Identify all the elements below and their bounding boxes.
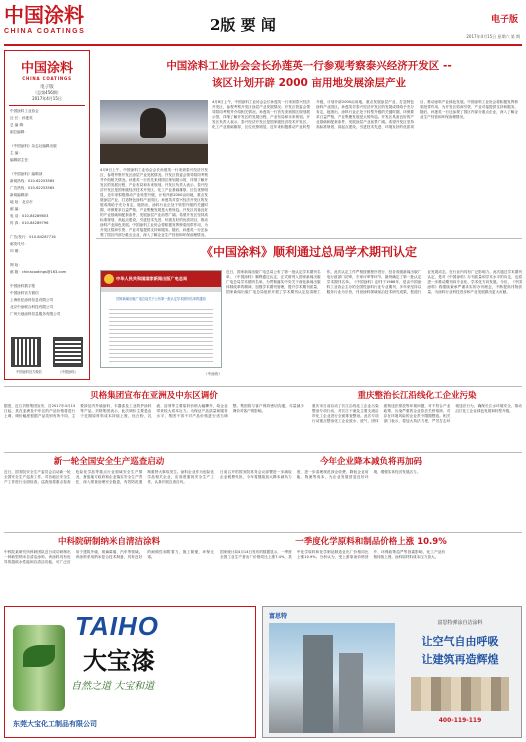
fusite-line1: 让空气自由呼吸 xyxy=(421,635,499,648)
article-caigou-body: 日前召开的国务院常务会议部署进一步减轻企业税费负担，今年将继续加大降本减负力度，进一步清理规范涉企收费，降低企业用能、物流等成本，为企业发展营造良好环境，增强实体经济发展活力。 xyxy=(220,470,421,479)
sidebar-info-line xyxy=(10,255,84,262)
gov-site-title: 中华人民共和国国家新闻出版广电总局 xyxy=(116,276,188,281)
divider xyxy=(4,452,522,453)
headline1-title-line1: 中国涂料工业协会会长孙莲英一行参观考察泰兴经济开发区 -- xyxy=(166,60,452,72)
fusite-phone: 400-119-119 xyxy=(438,717,482,724)
sidebar-info-line: 《中国涂料》杂志社编辑出版 xyxy=(10,144,57,148)
sidebar-info-line: 地 址：北京市 xyxy=(10,200,33,204)
masthead-logo-en: CHINA COATINGS xyxy=(4,28,86,35)
taiho-brand-cn: 大宝漆 xyxy=(83,647,155,675)
sidebar-qr-row xyxy=(11,337,85,377)
fusite-line2: 让建筑再造辉煌 xyxy=(421,653,499,666)
fusite-brand: 富思特 xyxy=(269,613,288,620)
sidebar xyxy=(4,50,90,380)
ad-taiho[interactable] xyxy=(4,606,256,738)
sidebar-info-line: 新闻编辑部： xyxy=(10,193,32,197)
sidebar-info-line: 印 刷： xyxy=(10,249,22,253)
article-bay-title: 贝格集团宣布在亚洲及中东区调价 xyxy=(90,391,218,401)
taiho-slogan: 自然之道 大宝和道 xyxy=(71,681,155,692)
masthead-page-label: 2版 要 闻 xyxy=(210,16,276,34)
sidebar-info-line: 新闻热线：010-62253565 xyxy=(10,179,55,183)
fusite-tower-icon xyxy=(303,635,333,733)
article-nano xyxy=(4,536,214,600)
headline2-body-cols xyxy=(226,270,522,374)
divider xyxy=(4,532,522,533)
article-caigou-cols xyxy=(220,470,522,530)
gov-emblem-icon xyxy=(104,274,114,284)
taiho-leaf-icon xyxy=(23,645,55,667)
article-output-title: 一季度化学原料和制品价格上涨 10.9% xyxy=(295,537,447,547)
article-output xyxy=(220,536,522,600)
qr-code-icon xyxy=(53,337,83,367)
gov-site-notice: 国家新闻出版广电总局关于公布第一批认定学术期刊名单的通知 xyxy=(116,297,206,301)
sidebar-info-line: 总 编 辑： xyxy=(10,123,27,127)
masthead-logo-cn: 中国涂料 xyxy=(4,3,84,27)
headline2-body-below xyxy=(100,372,222,384)
headline1-body-below-photo xyxy=(100,168,208,237)
headline2-author: （中涂协） xyxy=(204,372,222,376)
article-bay xyxy=(4,390,304,450)
sidebar-info-line xyxy=(10,136,84,143)
sidebar-info-line: 电 话：010-84289803 xyxy=(10,214,49,218)
sidebar-logo-en: CHINA COATINGS xyxy=(22,76,72,81)
article-safety xyxy=(4,456,214,530)
sidebar-divider xyxy=(9,105,85,106)
article-caigou-title: 今年企业降本减负将再加码 xyxy=(319,457,422,467)
article-chongqing xyxy=(312,390,522,450)
sidebar-info-line: 主 编： xyxy=(10,151,22,155)
sidebar-info-line: 编辑部主任： xyxy=(10,158,32,162)
masthead-logo xyxy=(4,4,88,42)
headline1-title-line2: 该区计划开辟 2000 亩用地发展涂层产业 xyxy=(211,77,407,89)
headline1-body-cols xyxy=(212,100,518,232)
headline2-title: 《中国涂料》顺利通过总局学术期刊认定 xyxy=(200,245,417,259)
qr-caption-1: 中国涂料官方微信 xyxy=(16,370,42,374)
article-chongqing-cols xyxy=(312,404,522,452)
fusite-slogan: 富思特弹涂自洁涂料 xyxy=(437,620,483,626)
divider xyxy=(4,386,522,387)
masthead-dateline: 2017年4月15日 星期六 第 期 xyxy=(466,34,520,39)
sidebar-info-line xyxy=(10,164,84,171)
fusite-swatches xyxy=(411,677,509,711)
taiho-brand-en: TAIHO xyxy=(75,611,159,641)
qr-code-icon xyxy=(11,337,41,367)
fusite-tower-icon xyxy=(339,653,363,733)
taiho-product-can xyxy=(13,625,65,711)
article-chongqing-body: 重庆市日前启动了长江沿线化工企业污染整治专项行动，对长江干流及主要支流沿岸化工企业进行全面排查整治。此次专项行动重点整治化工企业废水、废气、固体废物违法排放等环境问题，对不符合产业政策、污染严重的企业依法关停取缔，对存在环境风险的企业责令限期整改。相关部门表示，将加大执法力度，严厉打击环境违法行为，确保长江水环境安全，推动沿江化工企业绿色发展和转型升级。 xyxy=(312,404,522,423)
sidebar-info-line: 社 长：孙莲英 xyxy=(10,116,33,120)
sidebar-info-line: 邮 箱：chinacoatings@163.com xyxy=(10,270,67,274)
sidebar-info-line: 网 址： xyxy=(10,263,22,267)
sidebar-info-line: 中国涂料数字报 xyxy=(10,284,36,288)
divider xyxy=(96,238,522,239)
article-safety-body: 近日，国务院安全生产委员会启动新一轮全国安全生产巡查工作，对各地区安全生产工作进行全面检查。巡查组将重点检查危险化学品等重点行业领域安全生产情况，督促地方政府和企业落实安全生产责任，深入排查治理安全隐患，有效防范遏制重特大事故发生。涂料企业作为危险化学品相关企业，应高度重视安全生产工作，认真开展自查自纠。 xyxy=(4,470,214,484)
sidebar-info-line: 广州天地涂料信息服务有限公司 xyxy=(10,312,61,316)
article-chongqing-title: 重庆整治长江沿线化工企业污染 xyxy=(357,391,477,401)
article-nano-cols xyxy=(4,550,214,600)
article-bay-cols xyxy=(4,404,304,452)
sidebar-info-line: 中国涂料官方微信 xyxy=(10,291,39,295)
qr-caption-2: 《中国涂料》 xyxy=(58,370,78,374)
article-caigou xyxy=(220,456,522,530)
headline2-body-text: 近日，国家新闻出版广电总局公布了第一批认定学术期刊名单，《中国涂料》顺利通过认定，正式被列入国家新闻出版广电总局学术期刊名单。为贯彻落实中央关于深化新闻出版体制改革的精神，加强学术期刊管理，提升学术期刊质量，国家新闻出版广电总局组织开展了学术期刊认定及清理工作。此次认定工作严格按照程序进行，经各省级新闻出版广电行政部门初审，专家评审等环节，最终确定了第一批认定学术期刊名单。《中国涂料》创刊于1986年，是由中国涂料工业协会主办的全国性涂料行业专业期刊，多年来坚持以服务行业为宗旨，刊登涂料领域前沿技术研究成果，报道行业发展动态，在行业内具有广泛影响力。此次通过学术期刊认定，是对《中国涂料》办刊质量和学术水平的肯定，也将进一步推动期刊向专业化、学术化方向发展。今后，《中国涂料》将继续秉承严谨求实的办刊理念，不断提高刊物质量，为涂料行业科技进步和产业发展做出更大贡献。 xyxy=(226,270,522,294)
sidebar-issue: （总第456期） xyxy=(33,90,61,95)
sidebar-date: 2017年4月15日 xyxy=(32,96,62,101)
ad-fusite[interactable] xyxy=(262,606,522,738)
fusite-building-image xyxy=(269,623,395,733)
headline1-title xyxy=(96,58,522,98)
sidebar-info xyxy=(5,108,89,318)
masthead-rule xyxy=(4,44,522,46)
sidebar-info-line: 广告热线：010-62253565 xyxy=(10,186,55,190)
gov-site-nav xyxy=(101,287,221,292)
gov-site-header xyxy=(101,271,221,287)
article-nano-body: 中科院某研究所科研团队近日成功研制出一种新型纳米自清洁涂料，该涂料具有优异的超疏水性能和自清洁功能，可广泛应用于建筑外墙、玻璃幕墙、汽车等领域。该涂料采用纳米复合技术制备，具有良好的耐候性和附着力，施工简便，环保无毒。 xyxy=(4,550,214,564)
headline2-screenshot xyxy=(100,270,222,368)
article-output-body: 国家统计局4月14日发布的数据显示，一季度全国工业生产者出厂价格同比上涨7.4%，其中化学原料和化学制品制造业出厂价格同比上涨10.9%。分析认为，受上游原油价格回升、环保政策趋严等因素影响，化工产品价格持续上涨，涂料原材料成本压力加大。 xyxy=(220,550,446,559)
taiho-company: 东莞大宝化工制品有限公司 xyxy=(13,720,97,728)
sidebar-edition: 电子版 xyxy=(40,85,54,90)
sidebar-info-line: 广告/发行：010-84287716 xyxy=(10,235,56,239)
masthead-edition: 电子版 xyxy=(490,15,518,25)
article-safety-cols xyxy=(4,470,214,530)
article-safety-title: 新一轮全国安全生产巡查启动 xyxy=(53,457,165,467)
sidebar-info-line: 中国涂料工业协会 xyxy=(10,109,39,113)
sidebar-info-line: 邮 编： xyxy=(10,207,22,211)
sidebar-info-line: 邮发代号： xyxy=(10,242,28,246)
gov-site-lines xyxy=(109,309,213,363)
headline1-body-text-2: 4月8日上午，中国涂料工业协会会长孙莲英一行来到泰兴经济开发区，参观考察开发区涂层产业发展情况。开发区管委会领导陪同考察并介绍相关情况。孙莲英一行首先来到园区规划展示馆，详细了解开发区的发展历程、产业布局和未来规划。开发区负责人表示，泰兴经济开发区是国家级经济技术开发区，化工产业基础雄厚，区位优势明显，近年来积极推动产业转型升级，计划开辟2000亩用地，重点发展涂层产业，打造特色涂料产业园区。孙莲英对泰兴经济开发区的发展成绩给予充分肯定，她指出，涂料行业正处于转型升级的关键时期，环保要求日益严格，产业集聚发展是大势所趋。开发区具备良好的产业基础和配套条件，发展涂层产业前景广阔。希望开发区坚持高标准规划、高起点建设，引进技术先进、环境友好的优质项目，推动涂料产业绿色发展。中国涂料工业协会将积极发挥桥梁纽带作用，为开发区招商引资、产业对接提供支持和服务。随后，孙莲英一行还参观了园区内部分重点企业，深入了解企业生产经营和环保治理情况。 xyxy=(100,168,208,237)
sidebar-info-line: 传 真：010-84289796 xyxy=(10,221,49,225)
article-output-cols xyxy=(220,550,522,600)
sidebar-info-line: 副总编辑： xyxy=(10,130,28,134)
article-bay-body: 据悉，近日贝格集团宣布，自2017年4月15日起，其在亚洲及中东区的产品价格将进行上调，调价幅度根据产品类别有所不同，主要涉及内外墙涂料、木器漆及工业防护涂料等产品。贝格集团表示，此次调价主要是由于近期原材料成本持续上涨，钛白粉、乳液、溶剂等主要原料价格大幅攀升，给企业带来较大成本压力。为保证产品质量和服务水平，集团不得不对产品价格进行适当调整。集团将与客户保持密切沟通，尽量减少调价对客户的影响。 xyxy=(4,404,304,418)
headline1-body-text: 4月8日上午，中国涂料工业协会会长孙莲英一行来到泰兴经济开发区，参观考察开发区涂层产业发展情况。开发区管委会领导陪同考察并介绍相关情况。孙莲英一行首先来到园区规划展示馆，详细了解开发区的发展历程、产业布局和未来规划。开发区负责人表示，泰兴经济开发区是国家级经济技术开发区，化工产业基础雄厚，区位优势明显，近年来积极推动产业转型升级，计划开辟2000亩用地，重点发展涂层产业，打造特色涂料产业园区。孙莲英对泰兴经济开发区的发展成绩给予充分肯定，她指出，涂料行业正处于转型升级的关键时期，环保要求日益严格，产业集聚发展是大势所趋。开发区具备良好的产业基础和配套条件，发展涂层产业前景广阔。希望开发区坚持高标准规划、高起点建设，引进技术先进、环境友好的优质项目，推动涂料产业绿色发展。中国涂料工业协会将积极发挥桥梁纽带作用，为开发区招商引资、产业对接提供支持和服务。随后，孙莲英一行还参观了园区内部分重点企业，深入了解企业生产经营和环保治理情况。 xyxy=(212,100,518,129)
sidebar-info-line: 上海世纪涂料信息有限公司 xyxy=(10,298,54,302)
sidebar-info-line xyxy=(10,276,84,283)
sidebar-info-line: 北京中涂联合科技有限公司 xyxy=(10,305,54,309)
masthead xyxy=(0,0,526,46)
sidebar-logo-cn: 中国涂料 xyxy=(20,61,73,76)
sidebar-info-line xyxy=(10,227,84,234)
sidebar-info-line: 《中国涂料》编辑部 xyxy=(10,172,43,176)
article-nano-title: 中科院研制纳米自清洁涂料 xyxy=(57,537,160,547)
